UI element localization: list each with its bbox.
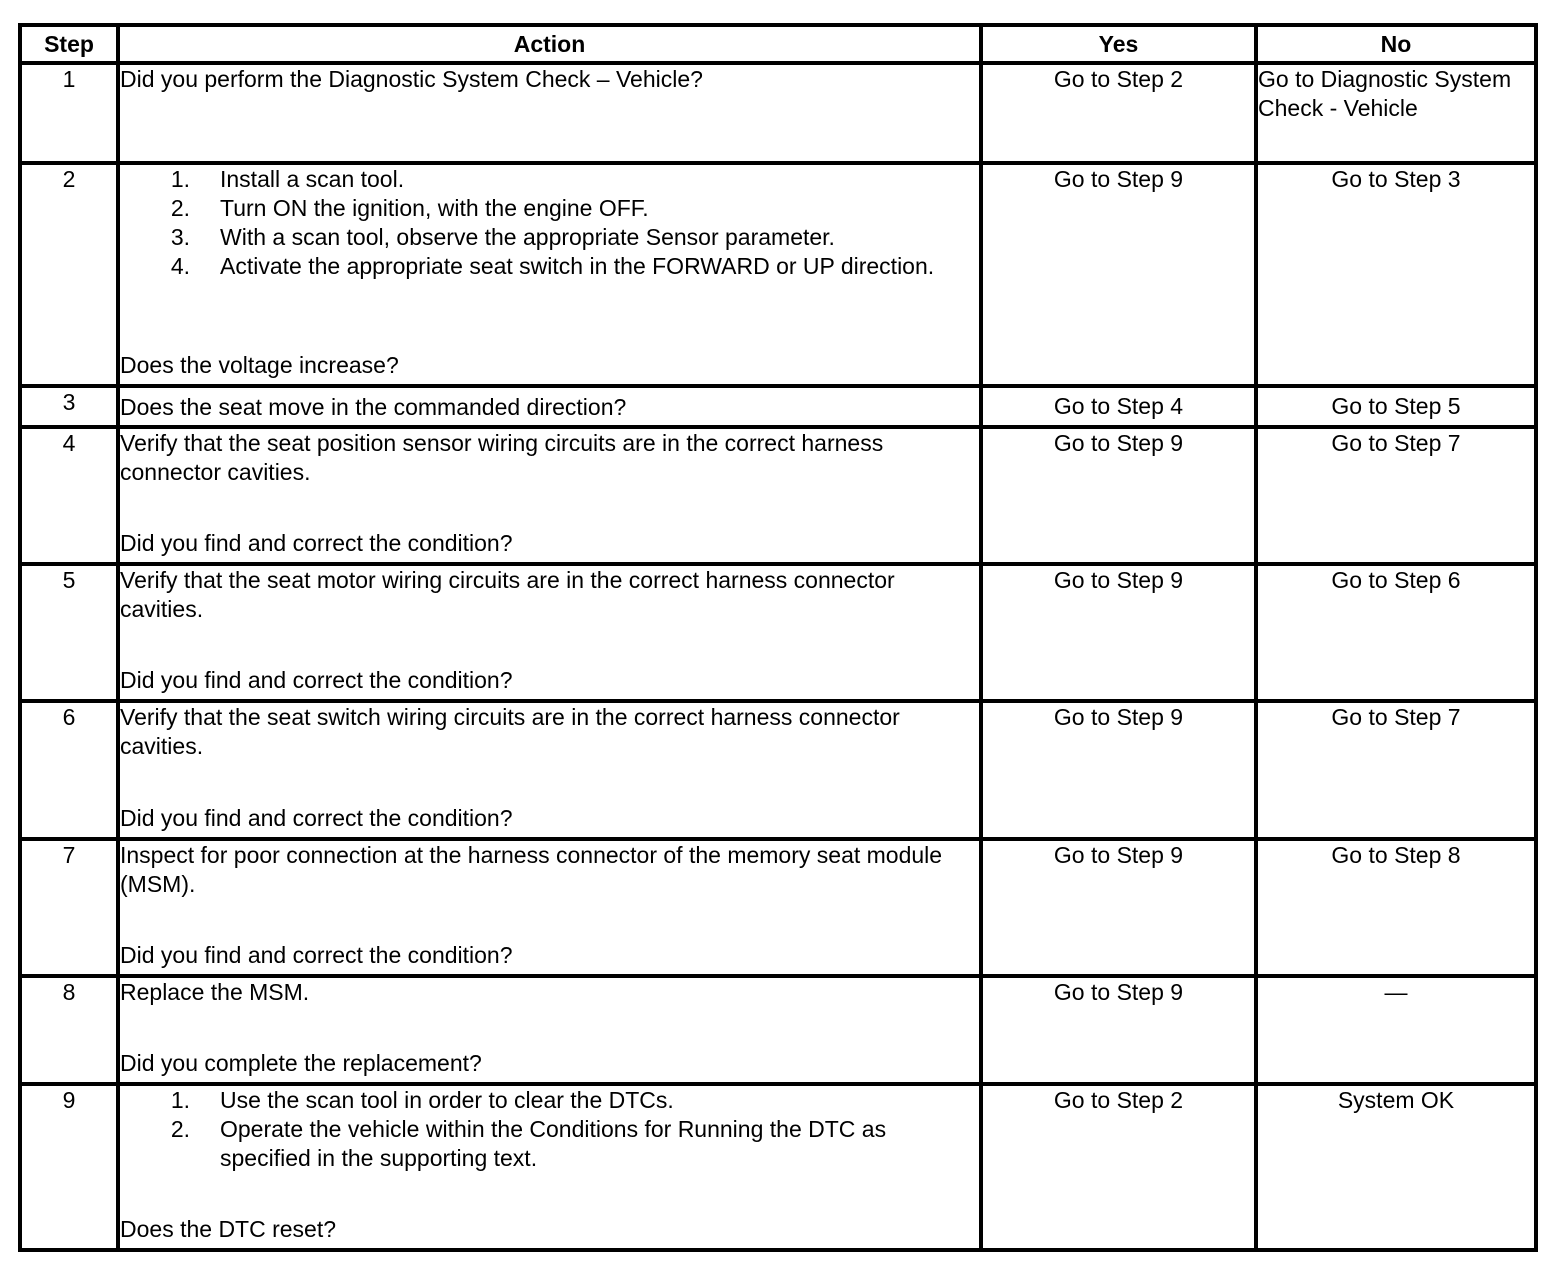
question-text: Did you find and correct the condition?	[120, 942, 513, 968]
step-number: 1	[20, 63, 118, 163]
step-number: 7	[20, 839, 118, 976]
question-text: Does the seat move in the commanded direction?	[120, 394, 627, 420]
instruction-list	[120, 165, 979, 281]
step-number: 3	[20, 386, 118, 427]
action-cell	[118, 564, 981, 701]
list-item: 2. Turn ON the ignition, with the engine OFF.	[170, 195, 649, 221]
step-number: 2	[20, 163, 118, 386]
step-number: 8	[20, 976, 118, 1084]
action-cell	[118, 386, 981, 427]
action-cell	[118, 163, 981, 386]
header-action: Action	[118, 25, 981, 63]
no-cell: System OK	[1256, 1084, 1536, 1250]
question-text: Did you find and correct the condition?	[120, 530, 513, 556]
list-item: 3. With a scan tool, observe the appropriate Sensor parameter.	[170, 224, 835, 250]
action-text: Verify that the seat motor wiring circuits are in the correct harness connector cavities.	[120, 567, 895, 622]
no-cell: Go to Step 3	[1256, 163, 1536, 386]
question-text: Does the voltage increase?	[120, 352, 399, 378]
yes-cell: Go to Step 9	[981, 976, 1256, 1084]
table-row	[20, 976, 1536, 1084]
yes-cell: Go to Step 9	[981, 701, 1256, 839]
table-row	[20, 564, 1536, 701]
step-number: 9	[20, 1084, 118, 1250]
step-number: 4	[20, 427, 118, 564]
action-text: Did you perform the Diagnostic System Check – Vehicle?	[120, 66, 703, 92]
yes-cell: Go to Step 9	[981, 163, 1256, 386]
question-text: Did you find and correct the condition?	[120, 805, 513, 831]
action-text: Verify that the seat switch wiring circuits are in the correct harness connector cavities.	[120, 704, 900, 759]
no-cell: Go to Step 6	[1256, 564, 1536, 701]
yes-cell: Go to Step 4	[981, 386, 1256, 427]
action-cell	[118, 976, 981, 1084]
table-row	[20, 163, 1536, 386]
diagnostic-table	[18, 23, 1538, 1252]
table-row	[20, 63, 1536, 163]
header-step: Step	[20, 25, 118, 63]
question-text: Did you find and correct the condition?	[120, 667, 513, 693]
action-text: Inspect for poor connection at the harness connector of the memory seat module (MSM).	[120, 842, 943, 897]
no-cell: Go to Step 7	[1256, 701, 1536, 839]
no-cell: Go to Diagnostic System Check - Vehicle	[1256, 63, 1536, 163]
no-cell: —	[1256, 976, 1536, 1084]
yes-cell: Go to Step 9	[981, 839, 1256, 976]
action-text: Verify that the seat position sensor wiring circuits are in the correct harness connector cavities.	[120, 430, 884, 485]
table-row	[20, 427, 1536, 564]
table-row	[20, 1084, 1536, 1250]
step-number: 5	[20, 564, 118, 701]
step-number: 6	[20, 701, 118, 839]
yes-cell: Go to Step 2	[981, 63, 1256, 163]
no-cell: Go to Step 7	[1256, 427, 1536, 564]
action-text: Replace the MSM.	[120, 979, 310, 1005]
list-item: 4. Activate the appropriate seat switch in the FORWARD or UP direction.	[170, 253, 935, 279]
question-text: Did you complete the replacement?	[120, 1050, 482, 1076]
header-no: No	[1256, 25, 1536, 63]
yes-cell: Go to Step 2	[981, 1084, 1256, 1250]
list-item: 1. Use the scan tool in order to clear the DTCs.	[170, 1087, 674, 1113]
action-cell	[118, 839, 981, 976]
instruction-list	[120, 1086, 979, 1173]
table-row	[20, 839, 1536, 976]
yes-cell: Go to Step 9	[981, 427, 1256, 564]
question-text: Does the DTC reset?	[120, 1216, 337, 1242]
action-cell	[118, 427, 981, 564]
no-cell: Go to Step 5	[1256, 386, 1536, 427]
action-cell	[118, 1084, 981, 1250]
header-row	[20, 25, 1536, 63]
no-cell: Go to Step 8	[1256, 839, 1536, 976]
table-row	[20, 701, 1536, 839]
yes-cell: Go to Step 9	[981, 564, 1256, 701]
list-item: 1. Install a scan tool.	[170, 166, 405, 192]
action-cell	[118, 63, 981, 163]
action-cell	[118, 701, 981, 839]
header-yes: Yes	[981, 25, 1256, 63]
table-row	[20, 386, 1536, 427]
list-item: 2. Operate the vehicle within the Conditions for Running the DTC as specified in the supporting text.	[170, 1116, 887, 1171]
